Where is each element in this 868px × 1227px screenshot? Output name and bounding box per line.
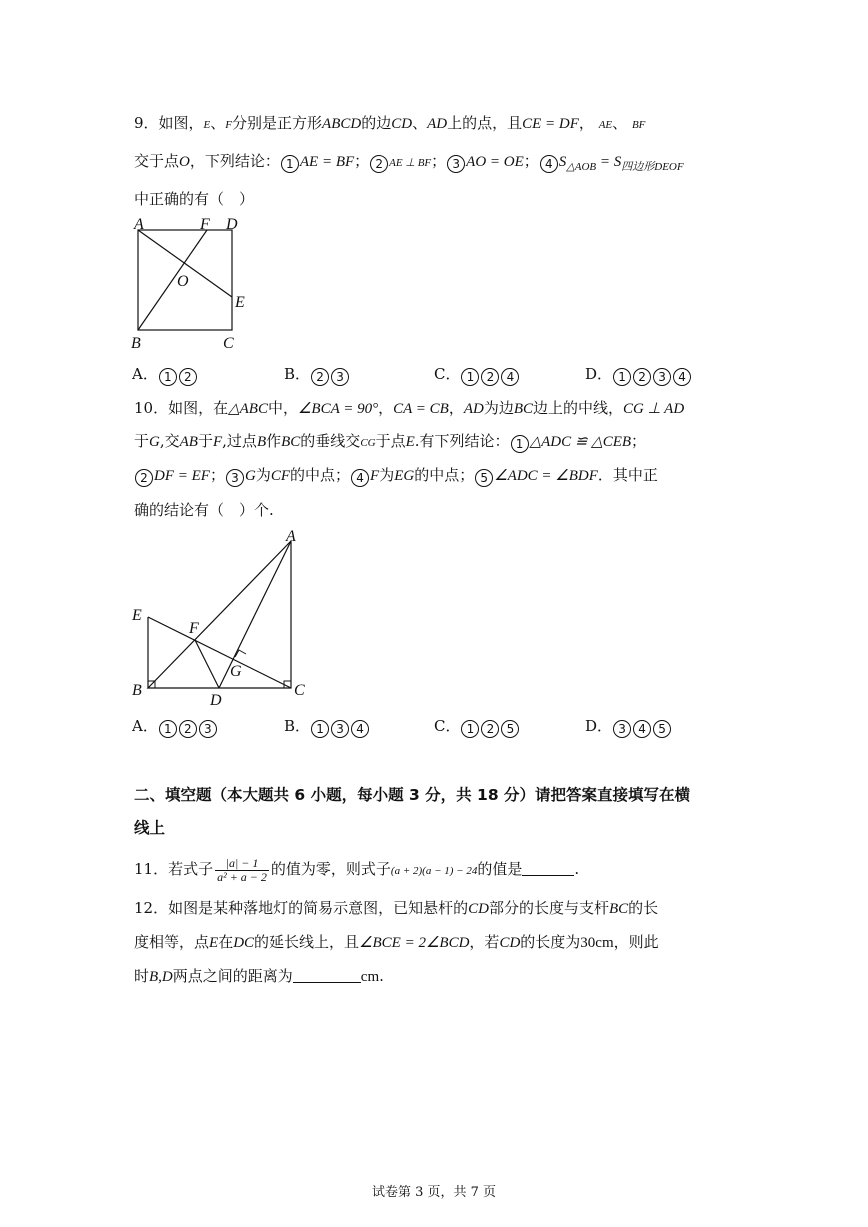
math: BC: [608, 901, 629, 917]
math: CG ⊥ AD: [623, 401, 685, 417]
q9-text: 交于点: [134, 152, 180, 170]
math: G: [149, 434, 160, 450]
q9-text: ；: [354, 152, 370, 170]
q9-text: 、: [612, 114, 628, 132]
q9-text: ；: [431, 152, 447, 170]
option-label: C．: [434, 717, 461, 735]
q12-text: 部分的长度与支杆: [488, 899, 609, 917]
option-label: C．: [434, 365, 461, 383]
fraction: [215, 857, 269, 884]
q10-option-d[interactable]: [585, 716, 672, 738]
option-label: D．: [585, 717, 613, 735]
label-f: F: [189, 620, 199, 637]
circled-number: 2: [481, 368, 499, 386]
math: BC: [281, 434, 301, 450]
math: BC: [513, 401, 534, 417]
math: S: [558, 154, 567, 170]
label-d: D: [226, 218, 238, 233]
triangle-abc: [148, 541, 291, 688]
q10-text: ，: [448, 399, 464, 417]
math: E: [203, 119, 211, 131]
option-label: B．: [284, 717, 311, 735]
q12-text: .: [379, 967, 384, 985]
math: cm: [360, 969, 380, 985]
math: DF = EF: [154, 468, 210, 484]
q9-line-3: 中正确的有（ ）: [134, 190, 255, 208]
q9-text: ；: [523, 152, 539, 170]
math: AE ⊥ BF: [389, 157, 432, 169]
circled-number: 3: [613, 720, 631, 738]
math: AB: [179, 434, 198, 450]
circled-number: 5: [653, 720, 671, 738]
circled-number: 4: [351, 469, 369, 487]
label-b: B: [131, 335, 141, 352]
q10-text: .有下列结论：: [414, 432, 510, 450]
q10-text: 为: [379, 466, 395, 484]
q10-text: 的垂线交: [300, 432, 361, 450]
circled-number: 1: [159, 368, 177, 386]
math: AO = OE: [466, 154, 524, 170]
q10-text: ，: [378, 399, 394, 417]
q10-text: ；: [209, 466, 225, 484]
section-heading: 二、填空题（本大题共 6 小题，每小题 3 分，共 18 分）请把答案直接填写在横: [134, 786, 691, 804]
q11-text: .: [574, 860, 580, 878]
math: ∠BCE = 2∠BCD: [359, 935, 470, 951]
math: F: [225, 119, 233, 131]
q12-text: 度相等，点: [134, 933, 210, 951]
q12-text: 时: [134, 967, 150, 985]
segment-ec: [148, 617, 291, 688]
math: F: [212, 434, 223, 450]
label-g: G: [230, 663, 242, 680]
circled-number: 4: [351, 720, 369, 738]
math: CA = CB: [393, 401, 449, 417]
math-subscript: △AOB: [566, 161, 597, 173]
q9-option-d[interactable]: [585, 364, 692, 386]
q9-text: 9．如图，: [134, 114, 204, 132]
q10-text: ．其中正: [597, 466, 658, 484]
circled-number: 2: [370, 155, 388, 173]
q10-text: 的中点；: [414, 466, 475, 484]
math: F: [370, 468, 380, 484]
math: EG: [394, 468, 415, 484]
circled-number: 2: [481, 720, 499, 738]
circled-number: 1: [311, 720, 329, 738]
circled-number: 1: [461, 368, 479, 386]
q10-line-3: [134, 465, 658, 487]
segment-fd: [195, 640, 219, 688]
label-e: E: [235, 294, 245, 311]
math: B,D: [149, 969, 173, 985]
q10-text: 为边: [483, 399, 514, 417]
q12-text: ，若: [469, 933, 500, 951]
math: AE: [598, 119, 613, 131]
math: G: [244, 468, 256, 484]
math: O: [179, 154, 190, 170]
q10-option-b[interactable]: [284, 716, 370, 738]
q9-text: 、: [412, 114, 428, 132]
q9-text: 、: [210, 114, 226, 132]
q12-text: 两点之间的距离为: [172, 967, 293, 985]
math: ABCD: [322, 116, 362, 132]
q12-line-2: [134, 932, 659, 953]
circled-number: 5: [501, 720, 519, 738]
math: AD: [463, 401, 484, 417]
label-b: B: [132, 682, 142, 699]
circled-number: 4: [540, 155, 558, 173]
q10-figure: [126, 523, 316, 713]
label-c: C: [294, 682, 305, 699]
q9-option-b[interactable]: [284, 364, 350, 386]
q10-text: 10．如图，在: [134, 399, 229, 417]
q10-option-a[interactable]: [132, 716, 218, 738]
label-d: D: [210, 692, 222, 709]
math: E: [209, 935, 219, 951]
q12-line-3: [134, 966, 384, 987]
circled-number: 3: [226, 469, 244, 487]
math: CD: [468, 901, 489, 917]
q11-text: 11．若式子: [134, 860, 214, 878]
label-e: E: [132, 607, 142, 624]
q10-text: 的中点；: [290, 466, 351, 484]
q10-text: ；: [631, 432, 647, 450]
math: ∠BCA = 90°: [297, 401, 379, 417]
math: △ADC ≌ △CEB: [529, 434, 632, 450]
q12-text: 的长: [628, 899, 659, 917]
q9-text: 分别是正方形: [232, 114, 323, 132]
label-a: A: [286, 528, 296, 545]
circled-number: 4: [633, 720, 651, 738]
math: △ABC: [228, 401, 268, 417]
math: AE = BF: [299, 154, 355, 170]
option-label: D．: [585, 365, 613, 383]
q10-text: 边上的中线，: [533, 399, 624, 417]
circled-number: 2: [633, 368, 651, 386]
circled-number: 3: [331, 368, 349, 386]
circled-number: 4: [673, 368, 691, 386]
q11-line: [134, 854, 579, 886]
math: (a + 2)(a − 1) − 24: [390, 865, 478, 877]
q10-text: 中，: [267, 399, 298, 417]
option-label: A．: [132, 365, 158, 383]
q10-option-c[interactable]: [434, 716, 520, 738]
answer-blank[interactable]: [293, 968, 361, 983]
q11-text: 的值是: [477, 860, 523, 878]
q10-line-2: [134, 431, 646, 453]
q9-line-1: [134, 113, 645, 135]
q9-text: ，: [578, 114, 594, 132]
option-label: B．: [284, 365, 311, 383]
section-heading-cont: 线上: [134, 819, 166, 837]
math-subscript: 四边形DEOF: [621, 161, 684, 173]
math: AD: [427, 116, 448, 132]
q10-text: 为: [255, 466, 271, 484]
answer-blank[interactable]: [522, 861, 574, 876]
math: CD: [499, 935, 521, 951]
q9-figure: [128, 218, 258, 352]
q12-text: ，则此: [613, 933, 659, 951]
circled-number: 2: [135, 469, 153, 487]
circled-number: 3: [447, 155, 465, 173]
math: DC: [233, 935, 255, 951]
q9-text: 上的点，且: [447, 114, 523, 132]
q10-text: 于点: [375, 432, 406, 450]
q10-text: ,过点: [222, 432, 257, 450]
math: ∠ADC = ∠BDF: [494, 468, 598, 484]
circled-number: 3: [199, 720, 217, 738]
label-a: A: [134, 218, 144, 233]
math: CD: [391, 116, 413, 132]
q12-text: 12．如图是某种落地灯的简易示意图，已知悬杆的: [134, 899, 469, 917]
fraction-denominator: a² + a − 2: [217, 869, 267, 884]
q12-text: 的长度为: [520, 933, 581, 951]
q12-line-1: [134, 898, 658, 919]
math: E: [405, 434, 415, 450]
q9-option-a[interactable]: [132, 364, 198, 386]
math: CF: [270, 468, 290, 484]
q10-text: 于: [197, 432, 213, 450]
option-label: A．: [132, 717, 158, 735]
q9-text: ，下列结论：: [189, 152, 280, 170]
math: BF: [631, 119, 646, 131]
q12-text: 的延长线上，且: [254, 933, 360, 951]
circled-number: 2: [311, 368, 329, 386]
label-o: O: [177, 273, 189, 290]
q10-text: 于: [134, 432, 150, 450]
q10-line-4: 确的结论有（ ）个.: [134, 501, 274, 519]
page-footer: 试卷第 3 页，共 7 页: [371, 1185, 497, 1200]
circled-number: 1: [281, 155, 299, 173]
circled-number: 4: [501, 368, 519, 386]
q9-option-c[interactable]: [434, 364, 520, 386]
circled-number: 1: [461, 720, 479, 738]
circled-number: 3: [331, 720, 349, 738]
label-c: C: [223, 335, 234, 352]
math: 30cm: [580, 935, 614, 951]
q10-line-1: [134, 398, 684, 419]
circled-number: 1: [613, 368, 631, 386]
q9-line-2: [134, 151, 684, 177]
circled-number: 2: [179, 368, 197, 386]
math: B: [256, 434, 267, 450]
segment-bf: [138, 230, 207, 330]
q12-text: 在: [218, 933, 234, 951]
circled-number: 1: [159, 720, 177, 738]
q11-text: 的值为零，则式子: [270, 860, 391, 878]
math: CE = DF: [522, 116, 579, 132]
label-f: F: [200, 218, 210, 233]
circled-number: 5: [475, 469, 493, 487]
circled-number: 1: [511, 435, 529, 453]
circled-number: 3: [653, 368, 671, 386]
q9-text: 的边: [361, 114, 392, 132]
math: = S: [596, 154, 622, 170]
circled-number: 2: [179, 720, 197, 738]
math: CG: [360, 437, 376, 449]
fraction-numerator: |a| − 1: [215, 857, 269, 871]
q10-text: ,交: [159, 432, 180, 450]
q10-text: 作: [266, 432, 282, 450]
